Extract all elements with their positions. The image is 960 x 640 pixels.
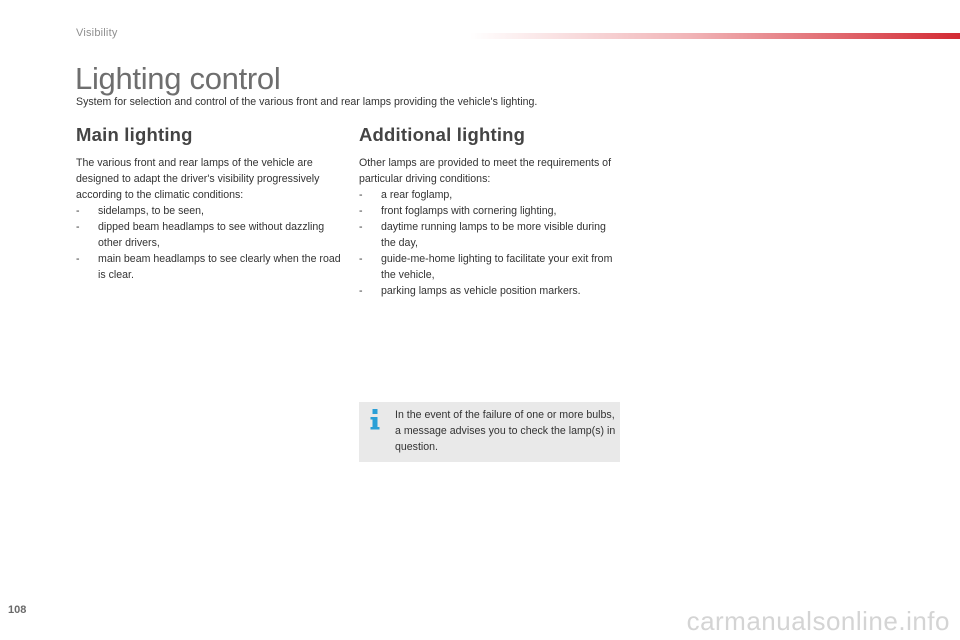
list-item	[359, 203, 621, 219]
list-item-text: daytime running lamps to be more visible during the day,	[381, 221, 606, 249]
info-note-text: In the event of the failure of one or more bulbs, a message advises you to check the lamp(s) in question.	[395, 409, 616, 453]
list-item-text: a rear foglamp,	[381, 189, 453, 201]
list-item-text: dipped beam headlamps to see without dazzling other drivers,	[98, 221, 325, 249]
list-item	[359, 251, 621, 283]
dash-bullet: -	[359, 189, 363, 201]
info-note-box	[359, 402, 620, 462]
section-label: Visibility	[76, 27, 118, 39]
main-lighting-section	[76, 124, 346, 283]
dash-bullet: -	[359, 221, 363, 233]
dash-bullet: -	[76, 205, 80, 217]
additional-lighting-section	[359, 124, 621, 299]
info-icon	[369, 409, 381, 431]
list-item	[76, 203, 346, 219]
dash-bullet: -	[76, 253, 80, 265]
additional-lighting-list	[359, 187, 621, 299]
dash-bullet: -	[359, 253, 363, 265]
list-item	[359, 219, 621, 251]
list-item-text: parking lamps as vehicle position markers.	[381, 285, 581, 297]
page-subtitle: System for selection and control of the various front and rear lamps providing the vehicle's lighting.	[76, 96, 538, 108]
list-item	[359, 187, 621, 203]
dash-bullet: -	[359, 285, 363, 297]
header-accent-bar	[470, 33, 960, 39]
main-lighting-heading: Main lighting	[76, 124, 193, 145]
list-item-text: front foglamps with cornering lighting,	[381, 205, 557, 217]
list-item	[76, 219, 346, 251]
dash-bullet: -	[76, 221, 80, 233]
list-item	[76, 251, 346, 283]
additional-lighting-intro: Other lamps are provided to meet the requirements of particular driving conditions:	[359, 157, 612, 185]
page-number: 108	[8, 604, 27, 616]
list-item-text: guide-me-home lighting to facilitate your exit from the vehicle,	[381, 253, 613, 281]
page-title: Lighting control	[75, 61, 281, 96]
main-lighting-list	[76, 203, 346, 283]
additional-lighting-heading: Additional lighting	[359, 124, 526, 145]
watermark: carmanualsonline.info	[686, 606, 950, 636]
list-item-text: main beam headlamps to see clearly when the road is clear.	[98, 253, 341, 281]
dash-bullet: -	[359, 205, 363, 217]
list-item-text: sidelamps, to be seen,	[98, 205, 204, 217]
main-lighting-intro: The various front and rear lamps of the vehicle are designed to adapt the driver's visibility progressively according to the climatic conditions:	[76, 157, 320, 201]
list-item	[359, 283, 621, 299]
